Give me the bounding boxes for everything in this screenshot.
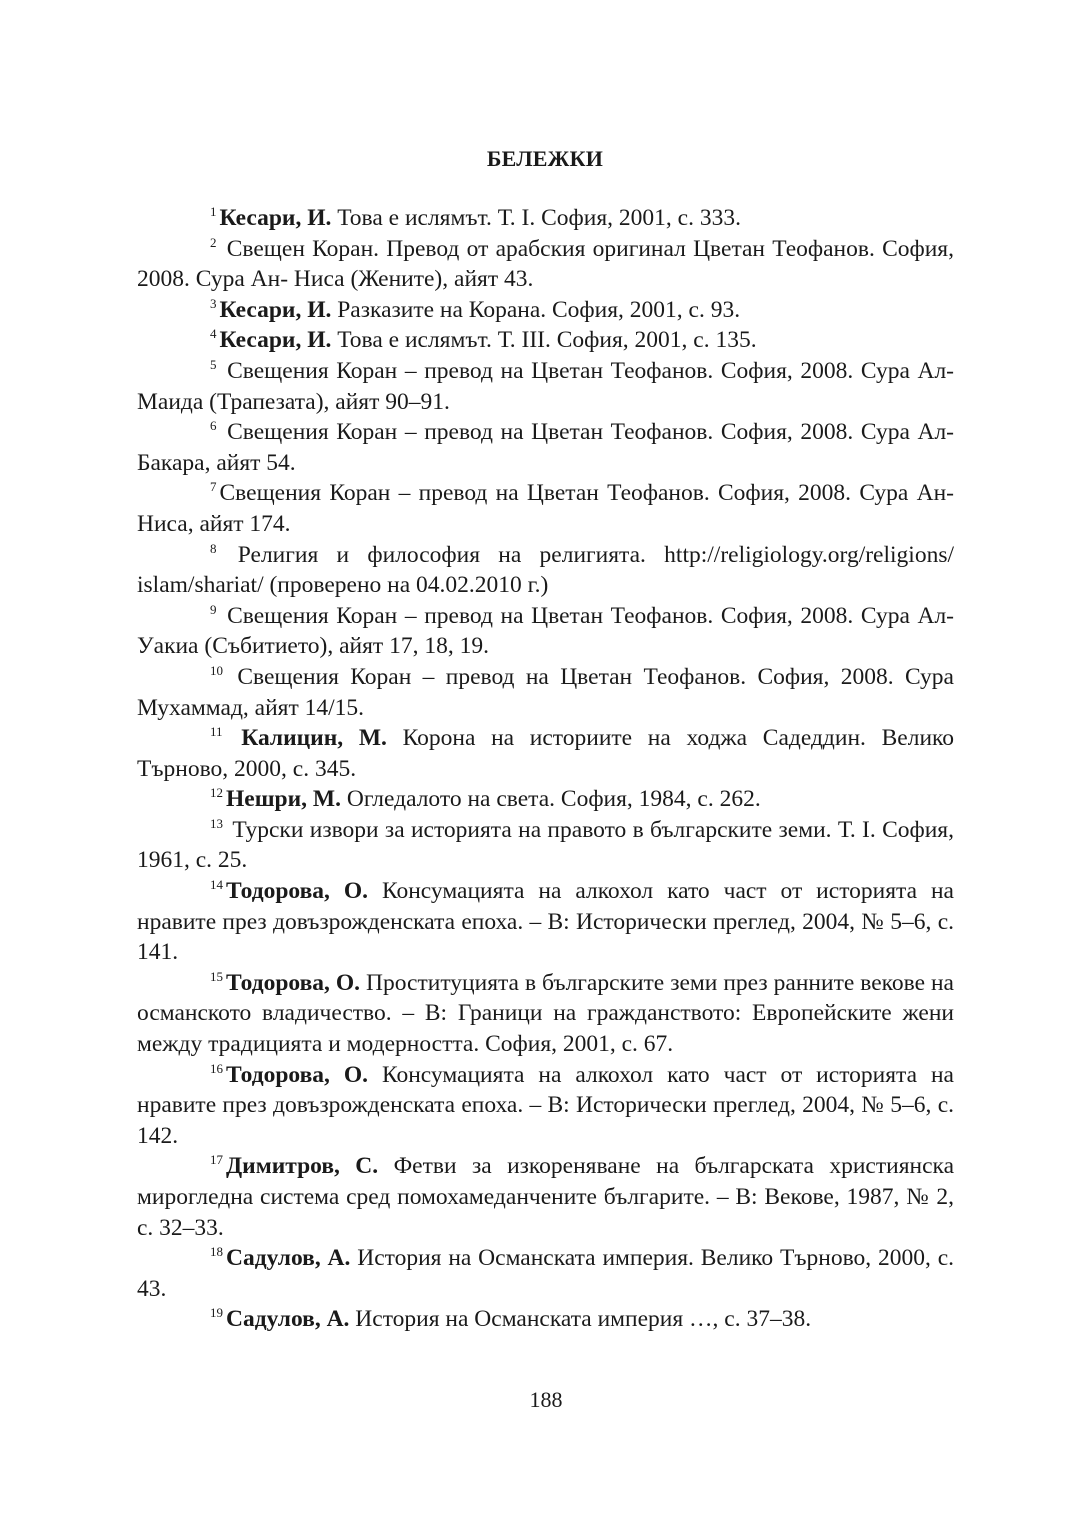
endnote-16: [137, 1060, 954, 1152]
endnote-author: Кесари, И.: [219, 327, 332, 354]
endnote-10: [137, 662, 954, 723]
endnote-2: [137, 234, 954, 295]
endnote-author: Садулов, А.: [226, 1245, 351, 1272]
endnote-number: 1: [210, 204, 217, 219]
endnote-number: 2: [210, 234, 217, 250]
endnotes-list: [137, 203, 954, 1335]
endnote-number: 13: [210, 815, 223, 831]
endnote-11: [137, 723, 954, 784]
endnote-number: 14: [210, 877, 223, 893]
endnote-text: Свещения Коран – превод на Цветан Теофанов. София, 2008. Сура Ал- Маида (Трапезата), айят 90–91.: [137, 357, 954, 415]
endnote-15: [137, 968, 954, 1060]
endnote-number: 9: [210, 601, 217, 617]
endnote-text: Това е ислямът. Т. I. София, 2001, с. 333.: [331, 205, 741, 231]
endnote-14: [137, 876, 954, 968]
endnote-5: [137, 356, 954, 417]
endnote-author: Нешри, М.: [226, 786, 341, 813]
page-number: 188: [529, 1387, 563, 1412]
endnote-text: История на Османската империя …, с. 37–38.: [349, 1306, 812, 1333]
endnote-number: 4: [210, 326, 217, 342]
endnote-number: 5: [210, 356, 217, 372]
endnote-author: Тодорова, О.: [226, 878, 368, 905]
endnote-number: 19: [210, 1305, 223, 1321]
endnote-author: Димитров, С.: [226, 1153, 379, 1180]
endnote-1: [137, 203, 954, 234]
endnote-13: [137, 815, 954, 876]
endnote-18: [137, 1243, 954, 1304]
endnote-8: [137, 540, 954, 601]
endnote-text: Свещения Коран – превод на Цветан Теофанов. София, 2008. Сура Ал-Уакиа (Събитието), айят 17, 18, 19.: [137, 602, 954, 660]
endnote-text: Консумацията на алкохол като част от историята на нравите през довъзрожденската епоха. – В: Исторически преглед, 2004, № 5–6, с. 142.: [137, 1061, 954, 1149]
endnote-7: [137, 478, 954, 539]
endnote-text: Свещен Коран. Превод от арабския оригинал Цветан Теофанов. София, 2008. Сура Ан- Ниса (Жените), айят 43.: [137, 235, 954, 293]
endnote-text: Фетви за изкореняване на българската християнска мирогледна система сред помохамеданчените българите. – В: Векове, 1987, № 2, с. 32–33.: [137, 1153, 954, 1241]
endnote-text: Турски извори за историята на правото в българските земи. Т. I. София, 1961, с. 25.: [137, 816, 954, 874]
endnote-text: Разказите на Корана. София, 2001, с. 93.: [331, 296, 741, 323]
endnote-author: Кесари, И.: [219, 205, 332, 231]
endnote-text: Проституцията в българските земи през ранните векове на османското владичество. – В: Граници на гражданството: Европейските жени между традицията и модерността. София, 2001, с. 67.: [137, 969, 954, 1058]
endnote-text: Консумацията на алкохол като част от историята на нравите през довъзрожденската епоха. – В: Исторически преглед, 2004, № 5–6, с. 141.: [137, 878, 954, 966]
endnote-17: [137, 1151, 954, 1243]
endnote-author: Садулов, А.: [226, 1306, 350, 1333]
endnote-number: 7: [210, 479, 217, 495]
page-title: БЕЛЕЖКИ: [486, 146, 604, 171]
endnote-text: Религия и философия на религията. http://religiology.org/religions/ islam/shariat/ (проверено на 04.02.2010 г.): [137, 541, 954, 599]
endnote-4: [137, 325, 954, 356]
endnote-text: Това е ислямът. Т. III. София, 2001, с. 135.: [331, 327, 757, 354]
endnote-number: 15: [210, 968, 223, 984]
endnote-number: 11: [210, 724, 223, 740]
endnote-number: 3: [210, 295, 217, 311]
endnote-number: 8: [210, 540, 217, 556]
endnote-text: Свещения Коран – превод на Цветан Теофанов. София, 2008. Сура Ан-Ниса, айят 174.: [137, 480, 954, 537]
endnote-3: [137, 295, 954, 326]
endnote-9: [137, 601, 954, 662]
endnote-author: Тодорова, О.: [226, 969, 361, 996]
endnote-number: 16: [210, 1060, 223, 1076]
endnote-number: 6: [210, 418, 217, 434]
endnote-number: 18: [210, 1244, 223, 1260]
endnote-6: [137, 417, 954, 478]
endnote-number: 17: [210, 1152, 223, 1168]
endnote-author: Кесари, И.: [219, 296, 332, 323]
endnote-text: История на Османската империя. Велико Търново, 2000, с. 43.: [137, 1245, 954, 1302]
endnote-author: Калицин, М.: [225, 725, 387, 752]
endnote-text: Свещения Коран – превод на Цветан Теофанов. София, 2008. Сура Мухаммад, айят 14/15.: [137, 663, 954, 721]
endnote-text: Огледалото на света. София, 1984, с. 262.: [340, 786, 761, 813]
endnote-text: Корона на историите на ходжа Садеддин. Велико Търново, 2000, с. 345.: [137, 725, 954, 782]
endnote-text: Свещения Коран – превод на Цветан Теофанов. София, 2008. Сура Ал- Бакара, айят 54.: [137, 419, 954, 476]
endnote-author: Тодорова, О.: [226, 1061, 368, 1088]
endnote-12: [137, 784, 954, 815]
endnote-number: 10: [210, 662, 223, 678]
endnote-number: 12: [210, 785, 223, 801]
endnote-19: [137, 1304, 954, 1335]
